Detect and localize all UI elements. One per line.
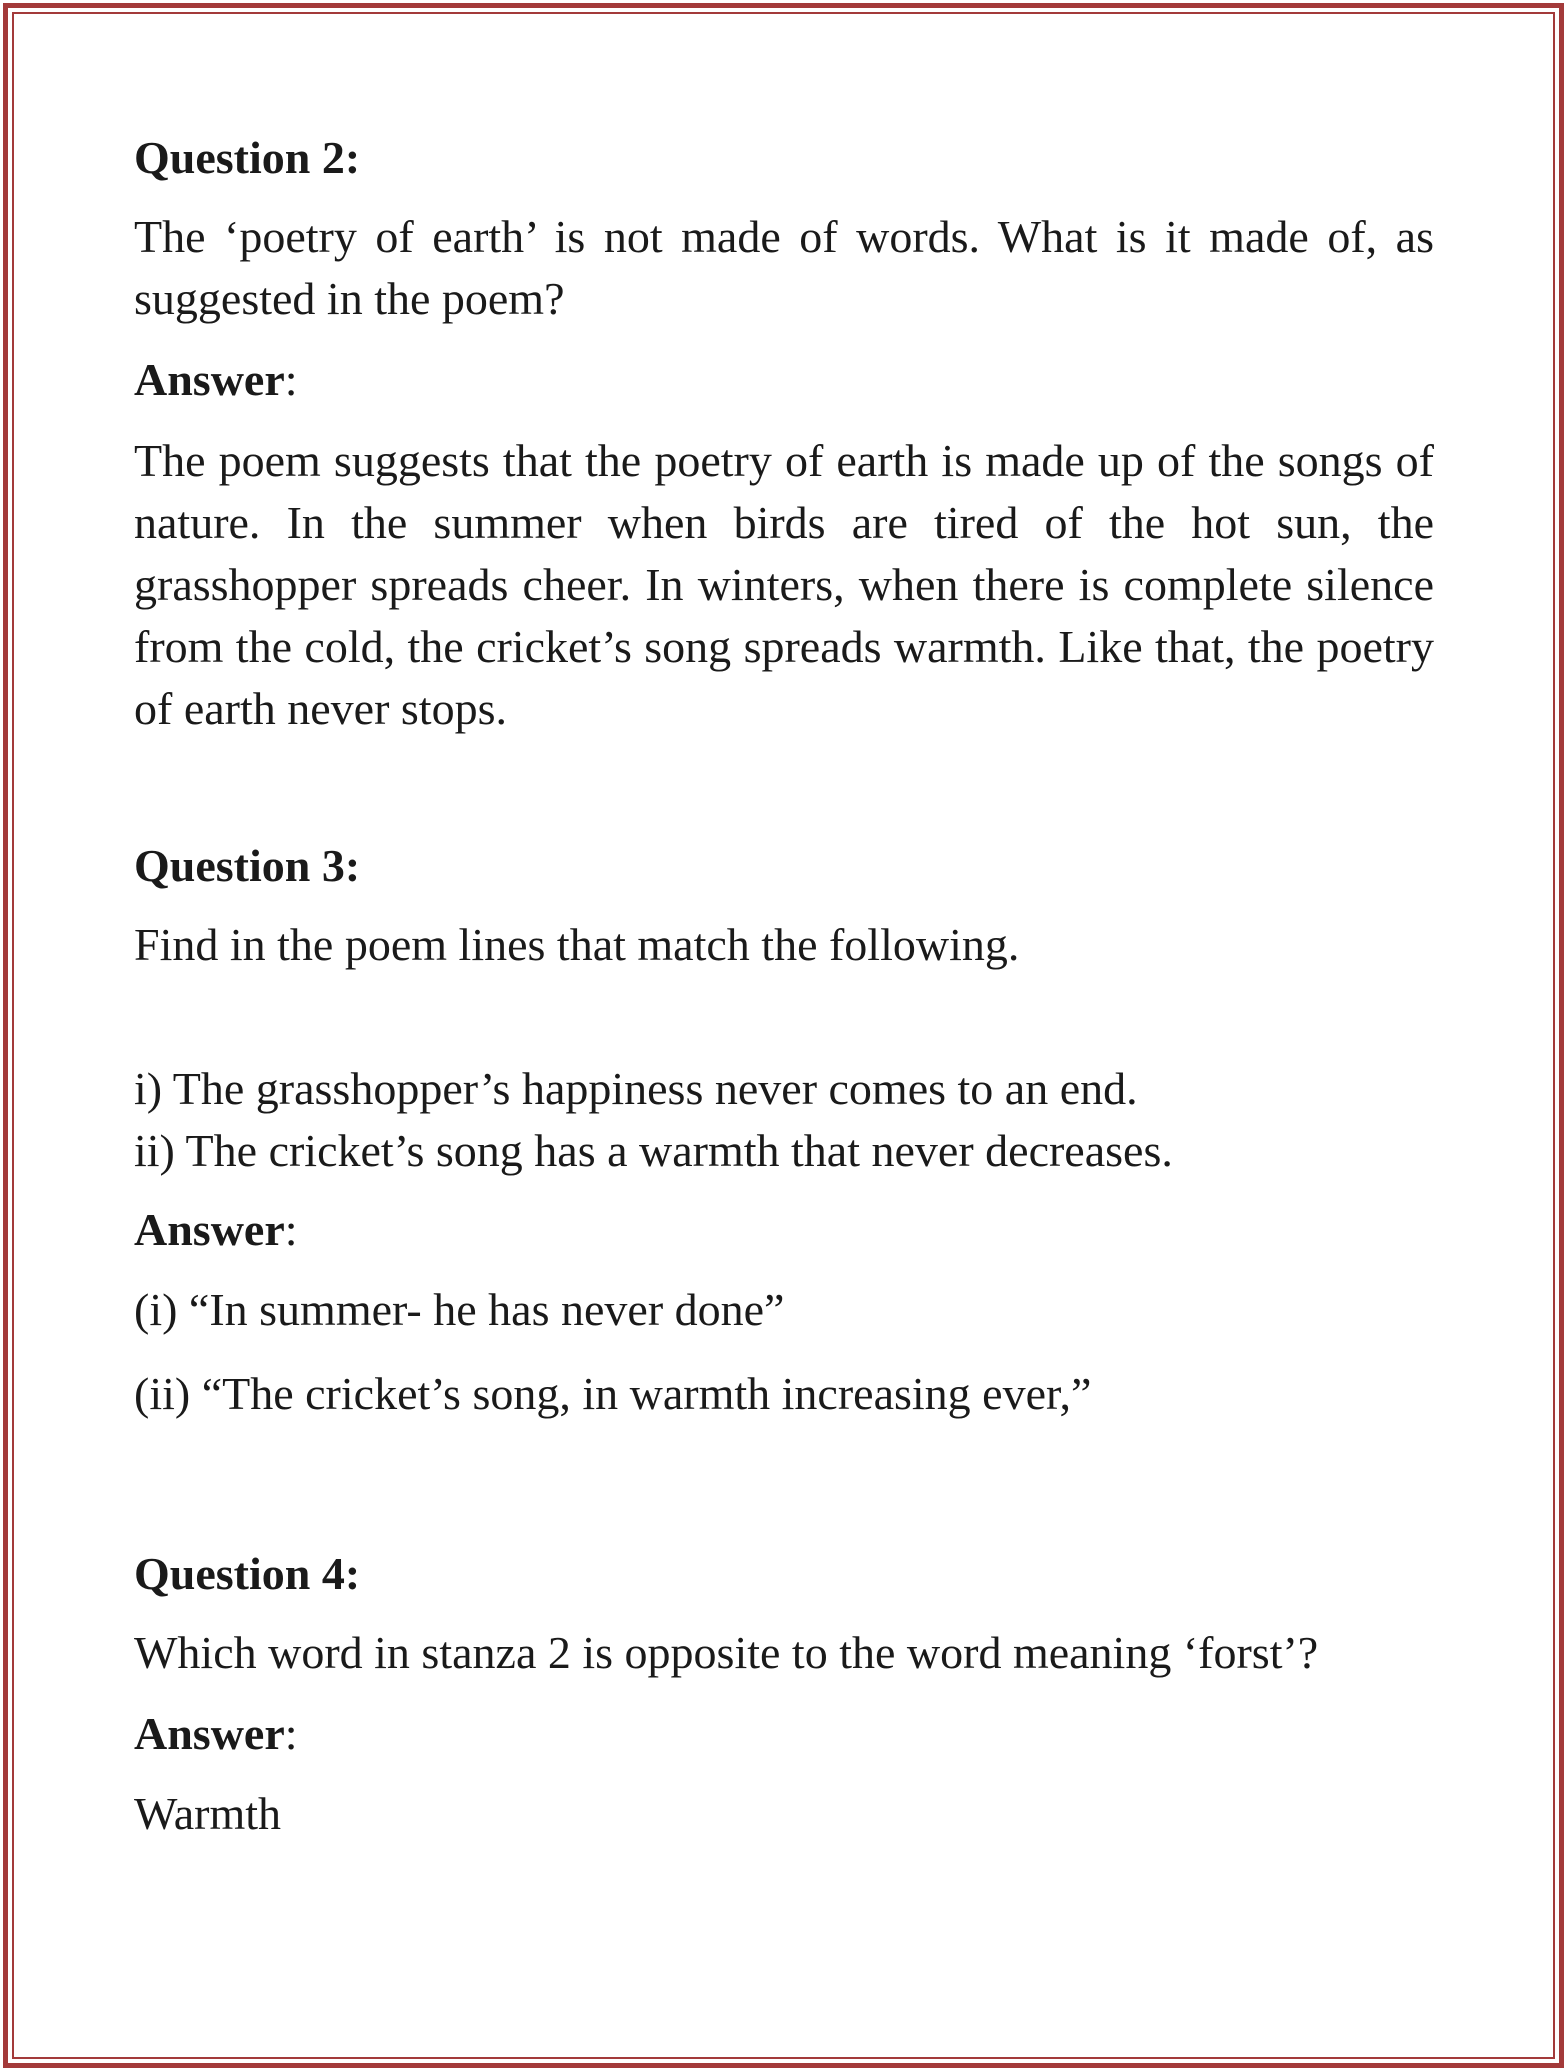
question-3-item: i) The grasshopper’s happiness never comes to an end. bbox=[134, 1063, 1138, 1114]
question-3 bbox=[134, 836, 1434, 1424]
question-4 bbox=[134, 1544, 1434, 1844]
question-4-heading: Question 4: bbox=[134, 1548, 361, 1599]
question-3-answer-1: (i) “In summer- he has never done” bbox=[134, 1284, 785, 1335]
question-4-answer-label bbox=[134, 1704, 1434, 1764]
question-3-answer-2: (ii) “The cricket’s song, in warmth increasing ever,” bbox=[134, 1368, 1092, 1419]
question-4-answer: Warmth bbox=[134, 1788, 282, 1839]
question-3-item: ii) The cricket’s song has a warmth that never decreases. bbox=[134, 1125, 1173, 1176]
spacer bbox=[134, 1448, 1434, 1544]
question-2-text: The ‘poetry of earth’ is not made of words. What is it made of, as suggested in the poem? bbox=[134, 211, 1434, 324]
question-3-heading: Question 3: bbox=[134, 840, 361, 891]
answer-label-colon: : bbox=[284, 354, 298, 405]
question-2-answer-label bbox=[134, 350, 1434, 410]
answer-label-text: Answer bbox=[134, 1204, 285, 1255]
answer-label-text: Answer bbox=[134, 1708, 285, 1759]
question-3-answer-label bbox=[134, 1200, 1434, 1260]
spacer bbox=[134, 996, 1434, 1058]
question-2 bbox=[134, 128, 1434, 740]
question-2-heading: Question 2: bbox=[134, 132, 361, 183]
question-2-answer: The poem suggests that the poetry of earth is made up of the songs of nature. In the summer when birds are tired of the hot sun, the grasshopper spreads cheer. In winters, when there is complete silence from the cold, the cricket’s song spreads warmth. Like that, the poetry of earth never stops. bbox=[134, 435, 1434, 734]
question-4-text: Which word in stanza 2 is opposite to the word meaning ‘forst’? bbox=[134, 1627, 1319, 1678]
document-body bbox=[134, 128, 1434, 1868]
answer-label-text: Answer bbox=[134, 354, 285, 405]
question-3-items bbox=[134, 1058, 1434, 1182]
answer-label-colon: : bbox=[284, 1204, 298, 1255]
answer-label-colon: : bbox=[284, 1708, 298, 1759]
question-3-text: Find in the poem lines that match the following. bbox=[134, 919, 1020, 970]
spacer bbox=[134, 740, 1434, 836]
